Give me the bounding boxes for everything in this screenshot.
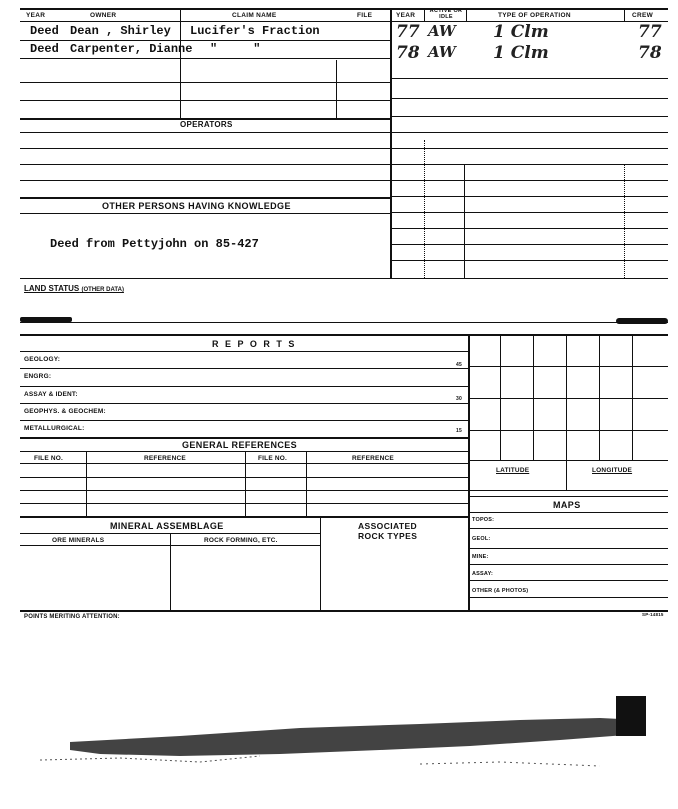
reports-top-border: [20, 334, 668, 336]
row-line: [20, 477, 468, 478]
grid-col: [500, 334, 501, 460]
row-line: [20, 368, 468, 369]
row-line: [468, 496, 668, 497]
other-persons-title: OTHER PERSONS HAVING KNOWLEDGE: [102, 201, 291, 211]
scan-speckle: [420, 762, 600, 766]
col-divider-main: [390, 8, 392, 278]
scan-dark-block: [616, 696, 646, 736]
col-line: [320, 516, 321, 610]
other-persons-note: Deed from Pettyjohn on 85-427: [50, 237, 259, 251]
points-meriting-label: POINTS MERITING ATTENTION:: [24, 614, 120, 620]
activity-line: [390, 244, 668, 245]
mineral-assemblage-title: MINERAL ASSEMBLAGE: [110, 521, 224, 531]
assay-ident-label: ASSAY & IDENT:: [24, 391, 78, 398]
header-rule: [20, 21, 668, 22]
header-active-idle: ACTIVE OR IDLE: [429, 8, 463, 20]
file-no-header: FILE NO.: [34, 455, 64, 462]
file-no-header-2: FILE NO.: [258, 455, 288, 462]
ore-minerals-header: ORE MINERALS: [52, 537, 105, 544]
row-line: [20, 82, 390, 83]
col-divider-right: [468, 334, 470, 610]
row-line: [20, 148, 390, 149]
grid-col: [533, 334, 534, 460]
row-line: [468, 597, 668, 598]
scan-artifact: [0, 690, 678, 800]
activity-line: [390, 180, 668, 181]
activity-row-2-status: AW: [428, 43, 456, 61]
activity-row-2-year: 78: [396, 43, 420, 63]
grid-row: [468, 430, 668, 431]
activity-line: [390, 78, 668, 79]
num-45: 45: [456, 362, 462, 368]
row-line: [20, 213, 390, 214]
grid-row: [468, 460, 668, 461]
grid-col: [599, 334, 600, 460]
land-status-subtitle: (OTHER DATA): [81, 287, 124, 293]
col-line: [624, 8, 625, 22]
num-15: 15: [456, 428, 462, 434]
geology-label: GEOLOGY:: [24, 356, 61, 363]
row-line: [20, 420, 468, 421]
row-line: [20, 180, 390, 181]
assay-map-label: ASSAY:: [472, 571, 494, 577]
owner-row-1-name: Dean , Shirley: [70, 24, 171, 38]
num-30: 30: [456, 396, 462, 402]
row-line: [20, 451, 468, 452]
owner-row-1-claim: Lucifer's Fraction: [190, 24, 320, 38]
scan-speckle: [40, 756, 260, 762]
longitude-label: LONGITUDE: [592, 467, 633, 474]
col-line: [245, 451, 246, 516]
col-line: [466, 8, 467, 22]
col-line: [86, 451, 87, 516]
row-line: [468, 548, 668, 549]
rock-types-label: ROCK TYPES: [358, 531, 418, 541]
row-line: [20, 278, 668, 279]
row-line: [20, 463, 468, 464]
owner-row-2-prefix: Deed: [30, 42, 59, 56]
reference-header-2: REFERENCE: [352, 455, 394, 462]
row-line: [468, 580, 668, 581]
owner-row-2-claim: " ": [210, 42, 261, 56]
row-line: [20, 197, 390, 199]
col-line: [624, 164, 625, 278]
top-border: [20, 8, 668, 10]
col-line-file: [336, 60, 337, 118]
row-line: [20, 503, 468, 504]
col-line: [424, 140, 425, 278]
topos-label: TOPOS:: [472, 517, 495, 523]
maps-title: MAPS: [553, 500, 581, 510]
row-line: [468, 528, 668, 529]
row-line: [20, 386, 468, 387]
activity-line: [390, 212, 668, 213]
grid-col: [632, 334, 633, 460]
geol-label: GEOL:: [472, 536, 491, 542]
row-line: [20, 437, 468, 439]
associated-label: ASSOCIATED: [358, 521, 418, 531]
row-line: [20, 132, 390, 133]
mine-label: MINE:: [472, 554, 489, 560]
col-line: [424, 8, 425, 22]
activity-line: [390, 116, 668, 117]
grid-row: [468, 398, 668, 399]
land-status-title: LAND STATUS: [24, 284, 80, 293]
activity-row-1-crew: 77: [638, 22, 662, 42]
header-type-of-operation: TYPE OF OPERATION: [498, 12, 571, 19]
other-photos-label: OTHER (& PHOTOS): [472, 588, 529, 594]
header-claim-name: CLAIM NAME: [232, 12, 277, 19]
row-line: [20, 40, 390, 41]
header-crew: CREW: [632, 12, 654, 19]
scan-smudge-band: [70, 718, 640, 756]
header-year: YEAR: [26, 12, 46, 19]
owner-row-2-name: Carpenter, Dianne: [70, 42, 193, 56]
row-line: [20, 164, 390, 165]
form-code: SP-14815: [642, 612, 664, 617]
grid-col: [566, 334, 567, 490]
activity-row-2-operation: 1 Clm: [493, 43, 549, 63]
row-line: [468, 564, 668, 565]
activity-line: [390, 148, 668, 149]
smudge-mark-right: [616, 318, 668, 324]
col-line: [306, 451, 307, 516]
row-line: [20, 490, 468, 491]
row-line: [20, 322, 668, 323]
rock-forming-header: ROCK FORMING, ETC.: [204, 537, 278, 544]
metallurgical-label: METALLURGICAL:: [24, 425, 85, 432]
row-line: [20, 100, 390, 101]
col-line: [464, 164, 465, 278]
activity-line: [390, 196, 668, 197]
row-line: [20, 403, 468, 404]
land-status-label: [24, 284, 124, 293]
row-line: [20, 58, 390, 59]
header-file: FILE: [357, 12, 373, 19]
header-owner: OWNER: [90, 12, 117, 19]
activity-row-1-status: AW: [428, 22, 456, 40]
activity-line: [390, 228, 668, 229]
row-line: [20, 516, 468, 518]
reports-title: R E P O R T S: [212, 339, 297, 349]
reference-header: REFERENCE: [144, 455, 186, 462]
col-line-owner: [180, 8, 181, 118]
activity-line: [390, 164, 668, 165]
activity-row-1-year: 77: [396, 22, 420, 42]
general-references-title: GENERAL REFERENCES: [182, 440, 298, 450]
grid-row: [468, 366, 668, 367]
latitude-label: LATITUDE: [496, 467, 530, 474]
activity-row-1-operation: 1 Clm: [493, 22, 549, 42]
geophys-label: GEOPHYS. & GEOCHEM:: [24, 408, 106, 415]
engrg-label: ENGRG:: [24, 373, 52, 380]
owner-row-1-prefix: Deed: [30, 24, 59, 38]
activity-line: [390, 260, 668, 261]
row-line: [20, 351, 468, 352]
col-line: [170, 533, 171, 610]
activity-row-2-crew: 78: [638, 43, 662, 63]
bottom-border: [20, 610, 668, 612]
row-line: [468, 512, 668, 513]
header-year-2: YEAR: [396, 12, 416, 19]
row-line: [468, 490, 668, 491]
activity-line: [390, 98, 668, 99]
activity-line: [390, 132, 668, 133]
operators-title: OPERATORS: [180, 120, 233, 129]
